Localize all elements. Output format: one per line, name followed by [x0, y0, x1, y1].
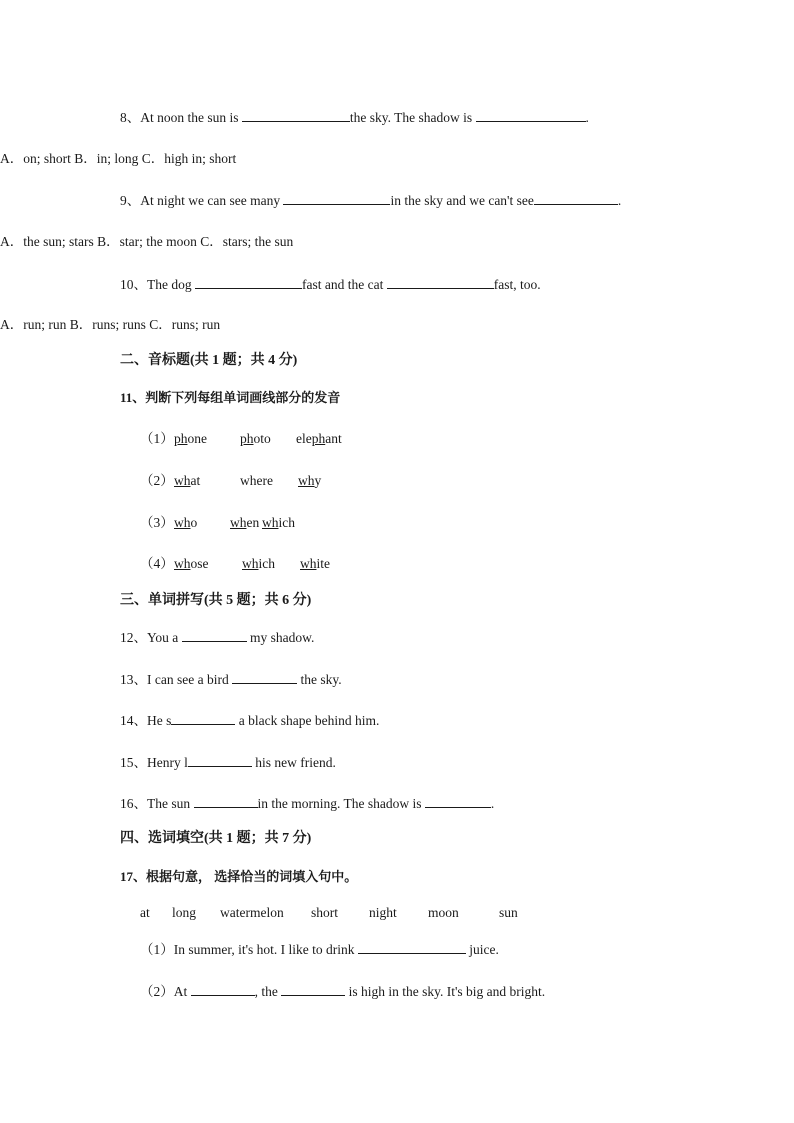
- phonics-word: whose: [174, 556, 209, 571]
- word-bank-item[interactable]: watermelon: [220, 905, 284, 920]
- word-bank-item[interactable]: short: [311, 905, 338, 920]
- phonics-word: which: [242, 556, 275, 571]
- item-number: （4）: [140, 556, 174, 571]
- word-bank-item[interactable]: at: [140, 905, 150, 920]
- section-heading-4: 四、选词填空(共 1 题；共 7 分): [120, 831, 312, 846]
- answer-blank[interactable]: [182, 628, 247, 642]
- answer-blank[interactable]: [194, 794, 258, 808]
- word-bank-item[interactable]: long: [172, 905, 197, 920]
- phonics-word: what: [174, 473, 201, 488]
- question-13: 13、I can see a bird the sky.: [120, 672, 342, 687]
- option-c[interactable]: C．high in; short: [141, 151, 237, 166]
- underlined-letters: wh: [262, 515, 279, 530]
- phonics-word: photo: [240, 431, 271, 446]
- underlined-letters: ph: [174, 431, 188, 446]
- answer-blank[interactable]: [534, 191, 618, 205]
- question-text: the sky. The shadow is: [349, 110, 476, 125]
- option-a[interactable]: A．the sun; stars: [0, 234, 94, 249]
- question-16: 16、The sun in the morning. The shadow is .: [120, 796, 495, 811]
- underlined-letters: ph: [240, 431, 254, 446]
- section-heading-2: 二、音标题(共 1 题；共 4 分): [120, 353, 298, 368]
- item-number: （2）: [140, 473, 174, 488]
- answer-blank[interactable]: [191, 982, 255, 996]
- question-text: The dog: [147, 277, 195, 292]
- question-text: fast and the cat: [302, 277, 387, 292]
- option-b[interactable]: B．star; the moon: [97, 234, 197, 249]
- answer-blank[interactable]: [281, 982, 345, 996]
- question-number: 8、: [120, 110, 141, 125]
- answer-blank[interactable]: [195, 275, 302, 289]
- question-12: 12、You a my shadow.: [120, 630, 315, 645]
- answer-blank[interactable]: [425, 794, 491, 808]
- answer-blank[interactable]: [358, 940, 466, 954]
- phonics-word: elephant: [296, 431, 342, 446]
- phonics-word: white: [300, 556, 330, 571]
- underlined-letters: wh: [174, 473, 191, 488]
- underlined-letters: wh: [174, 556, 191, 571]
- underlined-letters: wh: [174, 515, 191, 530]
- question-17: 17、根据句意， 选择恰当的词填入句中。: [120, 869, 358, 884]
- answer-blank[interactable]: [232, 670, 297, 684]
- answer-blank[interactable]: [476, 108, 586, 122]
- option-b[interactable]: B．runs; runs: [69, 317, 146, 332]
- underlined-letters: wh: [242, 556, 259, 571]
- phonics-word: who: [174, 515, 198, 530]
- underlined-letters: wh: [230, 515, 247, 530]
- word-bank-item[interactable]: night: [369, 905, 397, 920]
- answer-blank[interactable]: [188, 753, 252, 767]
- item-number: （3）: [140, 515, 174, 530]
- option-b[interactable]: B．in; long: [74, 151, 139, 166]
- phonics-word: when: [230, 515, 260, 530]
- item-number: （1）: [140, 431, 174, 446]
- answer-blank[interactable]: [242, 108, 350, 122]
- question-9: 9、At night we can see many in the sky and we can't see .: [120, 193, 622, 208]
- phonics-word: why: [298, 473, 322, 488]
- question-text: in the sky and we can't see: [390, 193, 534, 208]
- question-text: At night we can see many: [140, 193, 284, 208]
- question-17-1: （1）In summer, it's hot. I like to drink juice.: [140, 942, 499, 957]
- phonics-word: phone: [174, 431, 207, 446]
- option-c[interactable]: C．runs; run: [149, 317, 221, 332]
- options-10: [0, 316, 794, 334]
- option-a[interactable]: A．on; short: [0, 151, 71, 166]
- answer-blank[interactable]: [283, 191, 390, 205]
- answer-blank[interactable]: [387, 275, 494, 289]
- option-a[interactable]: A．run; run: [0, 317, 67, 332]
- underlined-letters: wh: [298, 473, 315, 488]
- phonics-word: where: [240, 473, 273, 488]
- question-8: 8、At noon the sun is the sky. The shadow is .: [120, 110, 589, 125]
- question-text: At noon the sun is: [140, 110, 242, 125]
- options-8: [0, 150, 794, 168]
- word-bank-item[interactable]: moon: [428, 905, 459, 920]
- word-bank-item[interactable]: sun: [499, 905, 518, 920]
- underlined-letters: wh: [300, 556, 317, 571]
- question-11: 11、判断下列每组单词画线部分的发音: [120, 390, 341, 405]
- question-15: 15、Henry l his new friend.: [120, 755, 336, 770]
- question-10: 10、The dog fast and the cat fast, too.: [120, 277, 541, 292]
- question-17-2: （2）At , the is high in the sky. It's big and bright.: [140, 984, 546, 999]
- phonics-word: which: [262, 515, 295, 530]
- question-14: 14、He s a black shape behind him.: [120, 713, 380, 728]
- section-heading-3: 三、单词拼写(共 5 题；共 6 分): [120, 593, 312, 608]
- options-9: [0, 233, 794, 251]
- answer-blank[interactable]: [171, 711, 235, 725]
- underlined-letters: ph: [311, 431, 326, 446]
- option-c[interactable]: C．stars; the sun: [200, 234, 294, 249]
